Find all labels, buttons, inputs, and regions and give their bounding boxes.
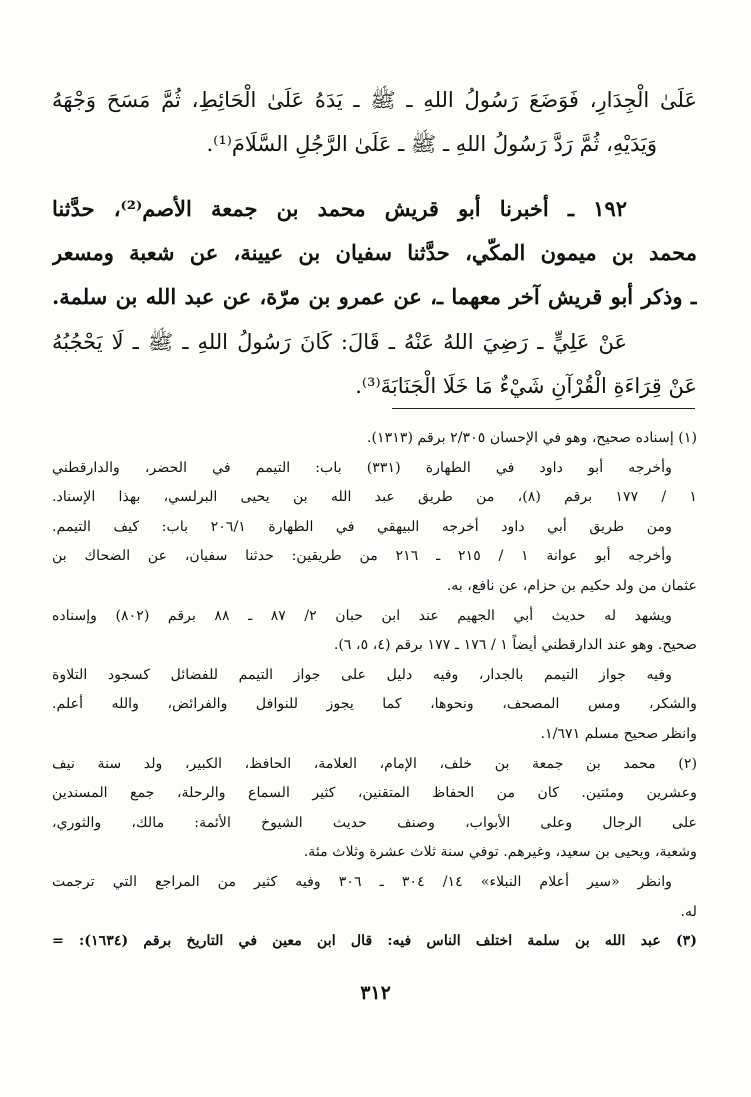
footnotes (52, 424, 697, 957)
text-line: ١٩٢ ـ أخبرنا أبو قريش محمد بن جمعة الأصم⁽²⁾، حدَّثنا (52, 196, 628, 221)
footnote-separator (392, 408, 695, 409)
footnote-line: وانظر «سير أعلام النبلاء» ١٤/ ٣٠٤ ـ ٣٠٦ وفيه كثير من المراجع التي ترجمت (52, 873, 672, 890)
page-number: ٣١٢ (360, 982, 391, 1004)
hadith-192-matn (52, 320, 697, 408)
footnote-line: صحيح. وهو عند الدارقطني أيضاً ١ / ١٧٦ ـ ١٧٧ برقم (٤، ٥، ٦). (333, 637, 697, 654)
text-line: عَنْ عَلِيٍّ ـ رَضِيَ اللهُ عَنْهُ ـ قَالَ: كَانَ رَسُولُ اللهِ ـ ﷺ ـ لَا يَحْجُبُهُ (52, 330, 627, 354)
text-line: وَيَدَيْهِ، ثُمَّ رَدَّ رَسُولُ اللهِ ـ ﷺ ـ عَلَىٰ الرَّجُلِ السَّلَامَ⁽¹⁾. (206, 132, 657, 156)
text-line: ـ وذكر أبو قريش آخر معهما ـ، عن عمرو بن مرّة، عن عبد الله بن سلمة. (52, 284, 697, 309)
footnote-line: وشعبة، ويحيى بن سعيد، وغيرهم. توفي سنة ثلاث عشرة وثلاث مئة. (303, 844, 697, 861)
footnote-line: (٢) محمد بن جمعة بن خلف، الإمام، العلامة، الحافظ، الكبير، ولد سنة نيف (52, 755, 697, 772)
text-line: عَنْ قِرَاءَةِ الْقُرْآنِ شَيْءٌ مَا خَلَا الْجَنَابَةَ⁽³⁾. (355, 374, 697, 398)
footnote-line: ويشهد له حديث أبي الجهيم عند ابن حبان ٢/ ٨٧ ـ ٨٨ برقم (٨٠٢) وإسناده (52, 607, 672, 624)
footnote-line: عثمان من ولد حكيم بن حزام، عن نافع، به. (446, 577, 697, 594)
footnote-line: ١ / ١٧٧ برقم (٨)، من طريق عبد الله بن يحيى البرلسي، بهذا الإسناد. (52, 489, 697, 506)
footnote-line: وانظر صحيح مسلم ١/٦٧١. (540, 725, 697, 742)
footnote-line: وعشرين ومئتين. كان من الحفاظ المتقنين، كثير السماع والرحلة، جمع المسندين (52, 785, 697, 802)
footnote-line: (١) إسناده صحيح، وهو في الإحسان ٢/٣٠٥ برقم (١٣١٣). (366, 430, 697, 446)
text-line: عَلَىٰ الْجِدَارِ، فَوَضَعَ رَسُولُ اللهِ ـ ﷺ ـ يَدَهُ عَلَىٰ الْحَائِطِ، ثُمَّ مَسَحَ وَجْهَهُ (52, 88, 697, 112)
footnote-line: وفيه جواز التيمم بالجدار، وفيه دليل على جواز التيمم للفضائل كسجود التلاوة (52, 666, 672, 683)
footnote-line: ومن طريق أبي داود أخرجه البيهقي في الطهارة ٢٠٦/١ باب: كيف التيمم. (52, 518, 672, 535)
footnote-line: وأخرجه أبو عوانة ١ / ٢١٥ ـ ٢١٦ من طريقين: حدثنا سفيان، عن الضحاك بن (52, 548, 672, 565)
text-line: محمد بن ميمون المكّي، حدَّثنا سفيان بن عيينة، عن شعبة ومسعر (52, 240, 697, 265)
footnote-line: وأخرجه أبو داود في الطهارة (٣٣١) باب: التيمم في الحضر، والدارقطني (52, 459, 672, 476)
hadith-192-isnad (52, 187, 697, 319)
footnote-line: (٣) عبد الله بن سلمة اختلف الناس فيه: قال ابن معين في التاريخ برقم (١٦٣٤): = (52, 933, 697, 950)
footnote-line: على الرجال وعلى الأبواب، وصنف حديث الشيوخ الأئمة: مالك، والثوري، (52, 814, 697, 831)
hadith-paragraph-continued (52, 78, 697, 166)
footnote-line: والشكر، ومس المصحف، ونحوها، كما يجوز للنوافل والفرائض، والله أعلم. (52, 696, 697, 713)
footnote-line: له. (680, 903, 697, 920)
